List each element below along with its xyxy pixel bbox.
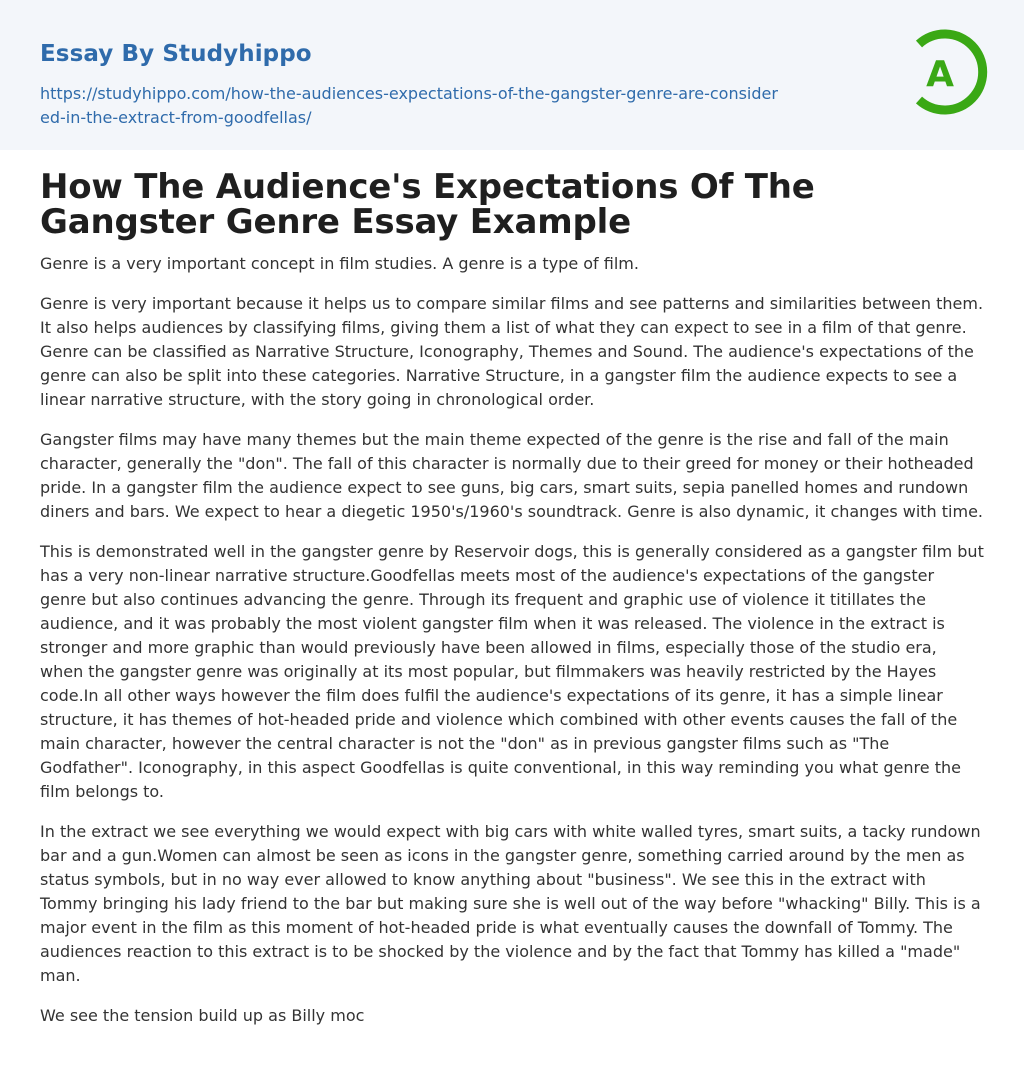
essay-paragraph: Gangster films may have many themes but the main theme expected of the genre is the rise and fall of the main character, generally the "don". The fall of this character is normally due to their greed for money or their hotheaded pride. In a gangster film the audience expect to see guns, big cars, smart suits, sepia panelled homes and rundown diners and bars. We expect to hear a diegetic 1950's/1960's soundtrack. Genre is also dynamic, it changes with time. xyxy=(40,430,984,521)
essay-paragraph: This is demonstrated well in the gangster genre by Reservoir dogs, this is generally considered as a gangster film but has a very non-linear narrative structure.Goodfellas meets most of the audience's expectations of the gangster genre but also continues advancing the genre. Through its frequent and graphic use of violence it titillates the audience, and it was probably the most violent gangster film when it was released. The violence in the extract is stronger and more graphic than would previously have been allowed in films, especially those of the studio era, when the gangster genre was originally at its most popular, but filmmakers was heavily restricted by the Hayes code.In all other ways however the film does fulfil the audience's expectations of its genre, it has a simple linear structure, it has themes of hot-headed pride and violence which combined with other events causes the fall of the main character, however the central character is not the "don" as in previous gangster films such as "The Godfather". Iconography, in this aspect Goodfellas is quite conventional, in this way reminding you what genre the film belongs to. xyxy=(40,542,984,801)
essay-paragraph: Genre is very important because it helps us to compare similar films and see patterns and similarities between them. It also helps audiences by classifying films, giving them a list of what they can expect to see in a film of that genre. Genre can be classified as Narrative Structure, Iconography, Themes and Sound. The audience's expectations of the genre can also be split into these categories. Narrative Structure, in a gangster film the audience expects to see a linear narrative structure, with the story going in chronological order. xyxy=(40,294,984,409)
grade-a-logo-icon[interactable] xyxy=(908,28,988,118)
essay-content xyxy=(40,167,984,1028)
source-url-link[interactable]: https://studyhippo.com/how-the-audiences-expectations-of-the-gangster-genre-are-considered-in-the-extract-from-goodfellas/ xyxy=(40,84,778,127)
svg-text:A: A xyxy=(926,54,954,95)
site-header xyxy=(0,0,1024,150)
essay-paragraph: We see the tension build up as Billy moc xyxy=(40,1006,365,1025)
essay-title: How The Audience's Expectations Of The Gangster Genre Essay Example xyxy=(40,167,815,242)
essay-paragraph: In the extract we see everything we would expect with big cars with white walled tyres, smart suits, a tacky rundown bar and a gun.Women can almost be seen as icons in the gangster genre, something carried around by the men as status symbols, but in no way ever allowed to know anything about "business". We see this in the extract with Tommy bringing his lady friend to the bar but making sure she is well out of the way before "whacking" Billy. This is a major event in the film as this moment of hot-headed pride is what eventually causes the downfall of Tommy. The audiences reaction to this extract is to be shocked by the violence and by the fact that Tommy has killed a "made" man. xyxy=(40,822,981,985)
brand-title[interactable]: Essay By Studyhippo xyxy=(40,41,312,67)
essay-paragraph: Genre is a very important concept in film studies. A genre is a type of film. xyxy=(40,254,639,273)
